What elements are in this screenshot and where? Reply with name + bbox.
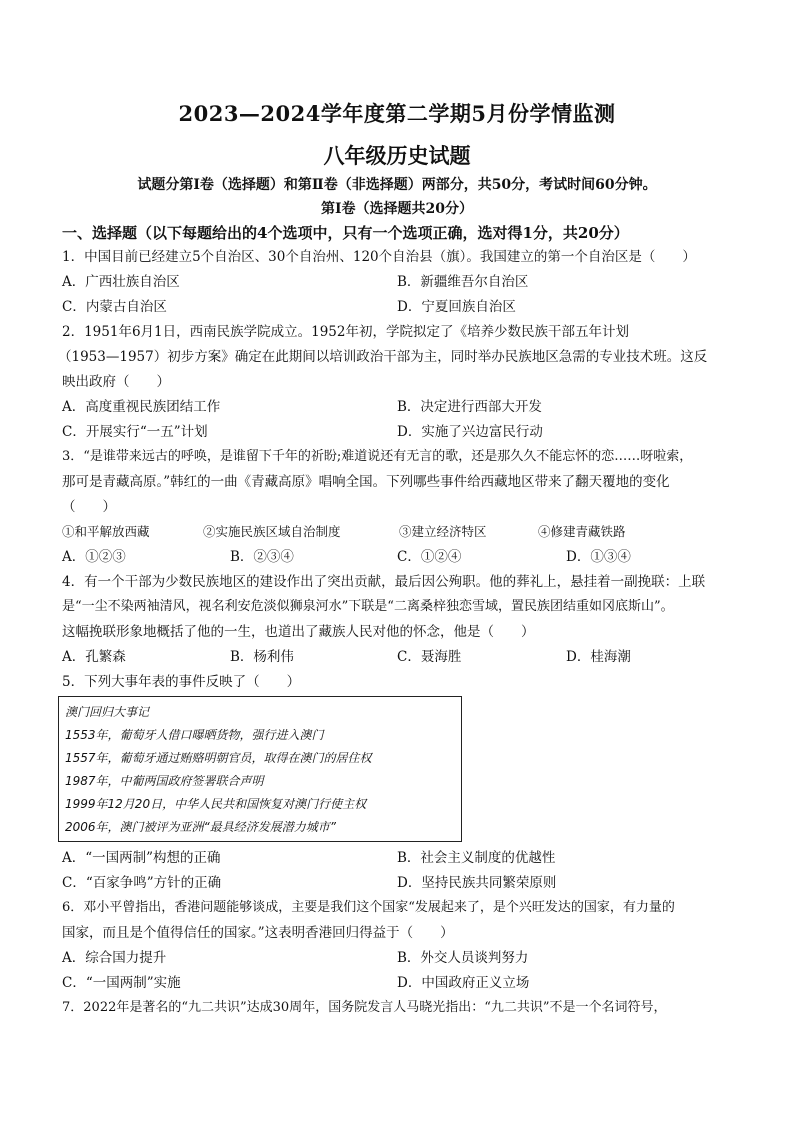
exam-title: 2023—2024学年度第二学期5月份学情监测 [178, 101, 616, 126]
question-3-item-3: ③建立经济特区 [399, 524, 487, 539]
timeline-entry: 2006年，澳门被评为亚洲“最具经济发展潜力城市” [65, 820, 336, 834]
timeline-entry: 1999年12月20日，中华人民共和国恢复对澳门行使主权 [65, 797, 367, 811]
exam-note: 试题分第Ⅰ卷（选择题）和第Ⅱ卷（非选择题）两部分，共50分，考试时间60分钟。 [137, 177, 657, 193]
question-3-stem-line-2: 那可是青藏高原。”韩红的一曲《青藏高原》唱响全国。下列哪些事件给西藏地区带来了翻天覆地的变化 [62, 474, 670, 490]
macau-timeline-box [58, 696, 462, 842]
question-3-option-a: A．①②③ [62, 549, 126, 565]
question-6-stem-line-2: 国家，而且是个值得信任的国家。”这表明香港回归得益于（ ） [62, 925, 454, 941]
timeline-title: 澳门回归大事记 [65, 705, 150, 719]
section-heading: 一、选择题（以下每题给出的4个选项中，只有一个选项正确，选对得1分，共20分） [62, 224, 629, 242]
question-1-option-b: B．新疆维吾尔自治区 [397, 274, 529, 290]
question-5-option-c: C．“百家争鸣”方针的正确 [62, 875, 222, 891]
question-3-option-c: C．①②④ [397, 549, 462, 565]
question-4-option-b: B．杨利伟 [230, 649, 294, 665]
question-5-stem: 5．下列大事年表的事件反映了（ ） [62, 674, 301, 690]
question-2-option-a: A．高度重视民族团结工作 [62, 399, 221, 415]
question-3-option-d: D．①③④ [566, 549, 631, 565]
question-1-option-a: A．广西壮族自治区 [62, 274, 180, 290]
question-4-option-a: A．孔繁森 [62, 649, 126, 665]
question-6-stem-line-1: 6．邓小平曾指出，香港问题能够谈成，主要是我们这个国家“发展起来了，是个兴旺发达的国家，有力量的 [62, 900, 675, 915]
question-1-option-c: C．内蒙古自治区 [62, 299, 167, 315]
question-2-option-c: C．开展实行“一五”计划 [62, 424, 208, 440]
question-7-stem-line-1: 7．2022年是著名的“九二共识”达成30周年，国务院发言人马晓光指出：“九二共识”不是一个名词符号， [62, 1000, 667, 1015]
part-heading: 第Ⅰ卷（选择题共20分） [320, 201, 474, 217]
question-6-option-d: D．中国政府正义立场 [397, 975, 530, 991]
question-1-option-d: D．宁夏回族自治区 [397, 299, 516, 315]
question-3-item-1: ①和平解放西藏 [62, 524, 150, 539]
timeline-entry: 1557年，葡萄牙通过贿赂明朝官员，取得在澳门的居住权 [65, 751, 372, 765]
question-1-stem: 1．中国目前已经建立5个自治区、30个自治州、120个自治县（旗）。我国建立的第一个自治区是（ ） [62, 249, 696, 265]
question-3-item-4: ④修建青藏铁路 [538, 524, 626, 539]
question-6-option-a: A．综合国力提升 [62, 950, 167, 966]
question-4-stem-line-1: 4．有一个干部为少数民族地区的建设作出了突出贡献，最后因公殉职。他的葬礼上，悬挂着一副挽联：上联 [62, 574, 706, 590]
timeline-entry: 1553年，葡萄牙人借口曝晒货物，强行进入澳门 [65, 728, 324, 742]
question-2-stem-line-2: （1953—1957）初步方案》确定在此期间以培训政治干部为主，同时举办民族地区急需的专业技术班。这反 [58, 349, 708, 365]
question-6-option-b: B．外交人员谈判努力 [397, 950, 529, 966]
question-6-option-c: C．“一国两制”实施 [62, 975, 181, 991]
question-4-stem-line-2: 是“一尘不染两袖清风，视名利安危淡似狮泉河水”下联是“二离桑梓独恋雪域，置民族团结重如冈底斯山”。 [62, 599, 674, 614]
exam-subject: 八年级历史试题 [323, 143, 471, 168]
question-4-option-c: C．聂海胜 [397, 649, 462, 665]
question-3-stem-line-1: 3．“是谁带来远古的呼唤，是谁留下千年的祈盼;难道说还有无言的歌，还是那久久不能忘怀的恋……呀啦索， [62, 449, 693, 464]
question-3-stem-line-3: （ ） [62, 499, 116, 515]
question-5-option-d: D．坚持民族共同繁荣原则 [397, 875, 557, 891]
question-2-stem-line-1: 2．1951年6月1日，西南民族学院成立。1952年初，学院拟定了《培养少数民族干部五年计划 [62, 324, 629, 340]
question-3-item-2: ②实施民族区域自治制度 [203, 524, 341, 539]
question-5-option-a: A．“一国两制”构想的正确 [62, 850, 221, 866]
question-3-option-b: B．②③④ [230, 549, 294, 565]
timeline-entry: 1987年，中葡两国政府签署联合声明 [65, 774, 264, 788]
question-2-option-b: B．决定进行西部大开发 [397, 399, 542, 415]
question-2-option-d: D．实施了兴边富民行动 [397, 424, 543, 440]
question-4-option-d: D．桂海潮 [566, 649, 631, 665]
question-2-stem-line-3: 映出政府（ ） [62, 374, 170, 390]
question-4-stem-line-3: 这幅挽联形象地概括了他的一生，也道出了藏族人民对他的怀念，他是（ ） [62, 624, 535, 640]
question-5-option-b: B．社会主义制度的优越性 [397, 850, 556, 866]
